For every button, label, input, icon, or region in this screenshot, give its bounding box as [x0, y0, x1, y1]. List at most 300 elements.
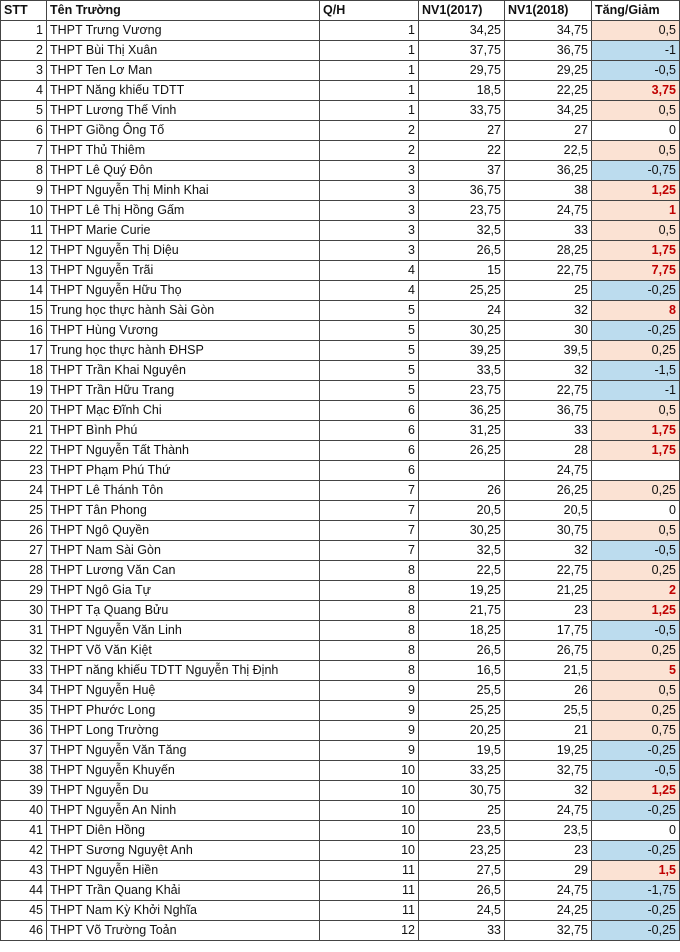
stt-cell: 12	[1, 241, 47, 261]
district-cell: 5	[320, 381, 419, 401]
district-cell: 9	[320, 721, 419, 741]
nv1-2017-cell: 31,25	[419, 421, 505, 441]
table-row	[1, 921, 680, 941]
district-cell: 8	[320, 581, 419, 601]
change-cell: -1,75	[592, 881, 680, 901]
stt-cell: 45	[1, 901, 47, 921]
stt-cell: 16	[1, 321, 47, 341]
school-name-cell: THPT Thủ Thiêm	[47, 141, 320, 161]
nv1-2018-cell: 39,5	[505, 341, 592, 361]
change-cell: 0	[592, 121, 680, 141]
district-cell: 5	[320, 341, 419, 361]
district-cell: 2	[320, 121, 419, 141]
table-row	[1, 301, 680, 321]
change-cell: -0,25	[592, 321, 680, 341]
district-cell: 10	[320, 841, 419, 861]
table-row	[1, 601, 680, 621]
stt-cell: 46	[1, 921, 47, 941]
table-row	[1, 101, 680, 121]
school-name-cell: THPT Tân Phong	[47, 501, 320, 521]
change-cell: -0,25	[592, 281, 680, 301]
nv1-2017-cell: 32,5	[419, 221, 505, 241]
nv1-2017-cell: 29,75	[419, 61, 505, 81]
table-row	[1, 141, 680, 161]
school-name-cell: THPT Trần Quang Khải	[47, 881, 320, 901]
stt-cell: 17	[1, 341, 47, 361]
change-cell: 2	[592, 581, 680, 601]
district-cell: 10	[320, 821, 419, 841]
change-cell: 0,5	[592, 221, 680, 241]
nv1-2018-cell: 22,5	[505, 141, 592, 161]
stt-cell: 4	[1, 81, 47, 101]
district-cell: 8	[320, 601, 419, 621]
district-cell: 1	[320, 61, 419, 81]
change-cell: -0,25	[592, 741, 680, 761]
district-cell: 3	[320, 241, 419, 261]
school-name-cell: THPT Ngô Quyền	[47, 521, 320, 541]
stt-cell: 33	[1, 661, 47, 681]
nv1-2017-cell: 15	[419, 261, 505, 281]
change-cell: 8	[592, 301, 680, 321]
table-row	[1, 341, 680, 361]
stt-cell: 7	[1, 141, 47, 161]
nv1-2018-cell: 32	[505, 781, 592, 801]
change-cell: -0,25	[592, 921, 680, 941]
district-cell: 10	[320, 801, 419, 821]
change-cell: 0,25	[592, 561, 680, 581]
school-name-cell: THPT Trần Hữu Trang	[47, 381, 320, 401]
school-name-cell: THPT Lê Quý Đôn	[47, 161, 320, 181]
nv1-2017-cell: 26,25	[419, 441, 505, 461]
nv1-2017-cell: 32,5	[419, 541, 505, 561]
district-cell: 2	[320, 141, 419, 161]
stt-cell: 18	[1, 361, 47, 381]
table-row	[1, 741, 680, 761]
stt-cell: 6	[1, 121, 47, 141]
stt-cell: 8	[1, 161, 47, 181]
nv1-2017-cell: 27,5	[419, 861, 505, 881]
district-cell: 11	[320, 901, 419, 921]
district-cell: 7	[320, 521, 419, 541]
nv1-2018-cell: 32	[505, 301, 592, 321]
nv1-2018-cell: 29,25	[505, 61, 592, 81]
nv1-2018-cell: 28	[505, 441, 592, 461]
nv1-2018-cell: 21	[505, 721, 592, 741]
nv1-2018-cell: 23,5	[505, 821, 592, 841]
district-cell: 3	[320, 201, 419, 221]
change-cell: 0,25	[592, 481, 680, 501]
district-cell: 8	[320, 661, 419, 681]
table-row	[1, 861, 680, 881]
stt-cell: 36	[1, 721, 47, 741]
nv1-2017-cell: 20,5	[419, 501, 505, 521]
nv1-2018-cell: 29	[505, 861, 592, 881]
district-cell: 9	[320, 681, 419, 701]
nv1-2018-cell: 36,25	[505, 161, 592, 181]
stt-cell: 37	[1, 741, 47, 761]
nv1-2018-cell: 36,75	[505, 401, 592, 421]
nv1-2017-cell	[419, 461, 505, 481]
stt-cell: 11	[1, 221, 47, 241]
change-cell: -0,25	[592, 801, 680, 821]
district-cell: 6	[320, 401, 419, 421]
school-name-cell: THPT Nguyễn Tất Thành	[47, 441, 320, 461]
school-name-cell: THPT Lê Thánh Tôn	[47, 481, 320, 501]
stt-cell: 24	[1, 481, 47, 501]
school-name-cell: THPT Năng khiếu TDTT	[47, 81, 320, 101]
school-name-cell: THPT Võ Trường Toản	[47, 921, 320, 941]
table-row	[1, 321, 680, 341]
stt-cell: 39	[1, 781, 47, 801]
district-cell: 9	[320, 701, 419, 721]
nv1-2018-cell: 25,5	[505, 701, 592, 721]
district-cell: 1	[320, 101, 419, 121]
nv1-2018-cell: 32	[505, 541, 592, 561]
nv1-2017-cell: 23,25	[419, 841, 505, 861]
school-name-cell: THPT Nguyễn Khuyến	[47, 761, 320, 781]
stt-cell: 27	[1, 541, 47, 561]
header-row	[1, 1, 680, 21]
stt-cell: 42	[1, 841, 47, 861]
change-cell: -0,5	[592, 61, 680, 81]
school-name-cell: THPT Nguyễn Hữu Thọ	[47, 281, 320, 301]
change-cell: 0	[592, 501, 680, 521]
school-name-cell: THPT Nguyễn Thị Minh Khai	[47, 181, 320, 201]
nv1-2017-cell: 34,25	[419, 21, 505, 41]
change-cell: -0,25	[592, 901, 680, 921]
table-row	[1, 641, 680, 661]
district-cell: 6	[320, 421, 419, 441]
school-name-cell: THPT Nguyễn Hiền	[47, 861, 320, 881]
district-cell: 11	[320, 861, 419, 881]
nv1-2018-cell: 24,75	[505, 801, 592, 821]
district-cell: 9	[320, 741, 419, 761]
nv1-2017-cell: 25	[419, 801, 505, 821]
district-cell: 8	[320, 561, 419, 581]
table-row	[1, 881, 680, 901]
table-row	[1, 401, 680, 421]
nv1-2017-cell: 22,5	[419, 561, 505, 581]
nv1-2018-cell: 22,75	[505, 561, 592, 581]
table-row	[1, 721, 680, 741]
table-row	[1, 441, 680, 461]
nv1-2018-cell: 21,25	[505, 581, 592, 601]
nv1-2017-cell: 33,75	[419, 101, 505, 121]
change-cell: 1,5	[592, 861, 680, 881]
school-name-cell: THPT Nam Sài Gòn	[47, 541, 320, 561]
table-row	[1, 361, 680, 381]
district-cell: 3	[320, 181, 419, 201]
stt-cell: 2	[1, 41, 47, 61]
nv1-2018-cell: 19,25	[505, 741, 592, 761]
nv1-2018-cell: 33	[505, 221, 592, 241]
nv1-2018-cell: 32,75	[505, 761, 592, 781]
nv1-2018-cell: 26	[505, 681, 592, 701]
district-cell: 8	[320, 641, 419, 661]
table-row	[1, 81, 680, 101]
table-row	[1, 901, 680, 921]
change-cell: 0,5	[592, 21, 680, 41]
table-row	[1, 581, 680, 601]
nv1-2018-cell: 34,75	[505, 21, 592, 41]
change-cell: 1,25	[592, 181, 680, 201]
stt-cell: 38	[1, 761, 47, 781]
table-row	[1, 161, 680, 181]
table-row	[1, 801, 680, 821]
nv1-2017-cell: 30,25	[419, 521, 505, 541]
stt-cell: 31	[1, 621, 47, 641]
table-row	[1, 201, 680, 221]
table-row	[1, 561, 680, 581]
school-name-cell: THPT Bình Phú	[47, 421, 320, 441]
stt-cell: 26	[1, 521, 47, 541]
school-name-cell: THPT Nam Kỳ Khởi Nghĩa	[47, 901, 320, 921]
district-cell: 4	[320, 261, 419, 281]
district-cell: 11	[320, 881, 419, 901]
stt-cell: 35	[1, 701, 47, 721]
change-cell: 3,75	[592, 81, 680, 101]
school-name-cell: Trung học thực hành Sài Gòn	[47, 301, 320, 321]
table-row	[1, 541, 680, 561]
table-row	[1, 261, 680, 281]
stt-cell: 1	[1, 21, 47, 41]
stt-cell: 9	[1, 181, 47, 201]
nv1-2018-cell: 23	[505, 841, 592, 861]
district-cell: 1	[320, 41, 419, 61]
nv1-2018-cell: 24,25	[505, 901, 592, 921]
nv1-2017-cell: 33,5	[419, 361, 505, 381]
header-nv1-2017: NV1(2017)	[419, 1, 505, 21]
nv1-2018-cell: 25	[505, 281, 592, 301]
change-cell: 5	[592, 661, 680, 681]
nv1-2018-cell: 24,75	[505, 201, 592, 221]
district-cell: 7	[320, 481, 419, 501]
nv1-2017-cell: 36,75	[419, 181, 505, 201]
school-name-cell: THPT Hùng Vương	[47, 321, 320, 341]
change-cell: -1,5	[592, 361, 680, 381]
stt-cell: 22	[1, 441, 47, 461]
change-cell	[592, 461, 680, 481]
district-cell: 4	[320, 281, 419, 301]
change-cell: 1,75	[592, 241, 680, 261]
nv1-2017-cell: 25,5	[419, 681, 505, 701]
school-name-cell: THPT Long Trường	[47, 721, 320, 741]
nv1-2018-cell: 26,75	[505, 641, 592, 661]
change-cell: 1	[592, 201, 680, 221]
district-cell: 5	[320, 361, 419, 381]
nv1-2018-cell: 21,5	[505, 661, 592, 681]
nv1-2018-cell: 22,75	[505, 381, 592, 401]
nv1-2018-cell: 32,75	[505, 921, 592, 941]
district-cell: 8	[320, 621, 419, 641]
stt-cell: 3	[1, 61, 47, 81]
school-name-cell: THPT Phạm Phú Thứ	[47, 461, 320, 481]
stt-cell: 20	[1, 401, 47, 421]
school-name-cell: THPT năng khiếu TDTT Nguyễn Thị Định	[47, 661, 320, 681]
nv1-2017-cell: 25,25	[419, 281, 505, 301]
nv1-2018-cell: 20,5	[505, 501, 592, 521]
school-name-cell: THPT Tạ Quang Bửu	[47, 601, 320, 621]
nv1-2017-cell: 39,25	[419, 341, 505, 361]
district-cell: 1	[320, 81, 419, 101]
stt-cell: 25	[1, 501, 47, 521]
nv1-2017-cell: 26,5	[419, 641, 505, 661]
nv1-2018-cell: 27	[505, 121, 592, 141]
school-name-cell: THPT Nguyễn Văn Tăng	[47, 741, 320, 761]
nv1-2017-cell: 26,5	[419, 241, 505, 261]
nv1-2017-cell: 23,5	[419, 821, 505, 841]
school-name-cell: THPT Mạc Đĩnh Chi	[47, 401, 320, 421]
header-stt: STT	[1, 1, 47, 21]
table-row	[1, 701, 680, 721]
school-name-cell: THPT Nguyễn Huệ	[47, 681, 320, 701]
table-row	[1, 661, 680, 681]
school-name-cell: THPT Lương Văn Can	[47, 561, 320, 581]
stt-cell: 14	[1, 281, 47, 301]
school-name-cell: THPT Giồng Ông Tố	[47, 121, 320, 141]
stt-cell: 28	[1, 561, 47, 581]
nv1-2018-cell: 30	[505, 321, 592, 341]
nv1-2018-cell: 38	[505, 181, 592, 201]
nv1-2017-cell: 25,25	[419, 701, 505, 721]
stt-cell: 21	[1, 421, 47, 441]
nv1-2017-cell: 22	[419, 141, 505, 161]
table-row	[1, 221, 680, 241]
change-cell: -0,5	[592, 541, 680, 561]
table-row	[1, 761, 680, 781]
change-cell: 0,25	[592, 701, 680, 721]
nv1-2017-cell: 33	[419, 921, 505, 941]
header-school-name: Tên Trường	[47, 1, 320, 21]
school-name-cell: THPT Nguyễn Văn Linh	[47, 621, 320, 641]
stt-cell: 30	[1, 601, 47, 621]
nv1-2018-cell: 30,75	[505, 521, 592, 541]
stt-cell: 34	[1, 681, 47, 701]
change-cell: 0,5	[592, 141, 680, 161]
table-row	[1, 381, 680, 401]
school-name-cell: THPT Nguyễn Du	[47, 781, 320, 801]
school-name-cell: Trung học thực hành ĐHSP	[47, 341, 320, 361]
school-name-cell: THPT Ten Lơ Man	[47, 61, 320, 81]
school-name-cell: THPT Nguyễn Trãi	[47, 261, 320, 281]
school-name-cell: THPT Lương Thế Vinh	[47, 101, 320, 121]
nv1-2017-cell: 33,25	[419, 761, 505, 781]
change-cell: 1,25	[592, 781, 680, 801]
nv1-2017-cell: 37	[419, 161, 505, 181]
district-cell: 3	[320, 221, 419, 241]
district-cell: 1	[320, 21, 419, 41]
table-row	[1, 421, 680, 441]
nv1-2017-cell: 24,5	[419, 901, 505, 921]
stt-cell: 29	[1, 581, 47, 601]
stt-cell: 19	[1, 381, 47, 401]
change-cell: -1	[592, 381, 680, 401]
school-name-cell: THPT Trưng Vương	[47, 21, 320, 41]
nv1-2018-cell: 34,25	[505, 101, 592, 121]
nv1-2018-cell: 24,75	[505, 881, 592, 901]
nv1-2017-cell: 18,5	[419, 81, 505, 101]
nv1-2017-cell: 21,75	[419, 601, 505, 621]
header-change: Tăng/Giảm	[592, 1, 680, 21]
stt-cell: 10	[1, 201, 47, 221]
school-name-cell: THPT Nguyễn Thị Diệu	[47, 241, 320, 261]
nv1-2017-cell: 19,25	[419, 581, 505, 601]
table-row	[1, 841, 680, 861]
stt-cell: 32	[1, 641, 47, 661]
nv1-2017-cell: 30,25	[419, 321, 505, 341]
district-cell: 5	[320, 321, 419, 341]
school-name-cell: THPT Lê Thị Hồng Gấm	[47, 201, 320, 221]
school-name-cell: THPT Sương Nguyệt Anh	[47, 841, 320, 861]
stt-cell: 40	[1, 801, 47, 821]
district-cell: 5	[320, 301, 419, 321]
nv1-2017-cell: 19,5	[419, 741, 505, 761]
nv1-2018-cell: 22,75	[505, 261, 592, 281]
table-body	[1, 21, 680, 941]
table-row	[1, 621, 680, 641]
table-row	[1, 681, 680, 701]
change-cell: 0,25	[592, 641, 680, 661]
nv1-2017-cell: 20,25	[419, 721, 505, 741]
school-name-cell: THPT Marie Curie	[47, 221, 320, 241]
nv1-2017-cell: 24	[419, 301, 505, 321]
stt-cell: 15	[1, 301, 47, 321]
table-row	[1, 281, 680, 301]
district-cell: 7	[320, 541, 419, 561]
nv1-2018-cell: 36,75	[505, 41, 592, 61]
stt-cell: 23	[1, 461, 47, 481]
table-row	[1, 21, 680, 41]
table-row	[1, 61, 680, 81]
nv1-2017-cell: 27	[419, 121, 505, 141]
school-name-cell: THPT Võ Văn Kiệt	[47, 641, 320, 661]
change-cell: 0,5	[592, 401, 680, 421]
school-name-cell: THPT Trần Khai Nguyên	[47, 361, 320, 381]
change-cell: 0,5	[592, 521, 680, 541]
change-cell: -0,25	[592, 841, 680, 861]
table-row	[1, 821, 680, 841]
table-row	[1, 181, 680, 201]
school-name-cell: THPT Nguyễn An Ninh	[47, 801, 320, 821]
change-cell: 0	[592, 821, 680, 841]
district-cell: 6	[320, 461, 419, 481]
district-cell: 10	[320, 761, 419, 781]
change-cell: -0,5	[592, 621, 680, 641]
nv1-2018-cell: 26,25	[505, 481, 592, 501]
change-cell: 0,5	[592, 101, 680, 121]
district-cell: 12	[320, 921, 419, 941]
change-cell: 0,75	[592, 721, 680, 741]
school-name-cell: THPT Diên Hồng	[47, 821, 320, 841]
header-district: Q/H	[320, 1, 419, 21]
table-row	[1, 41, 680, 61]
school-name-cell: THPT Ngô Gia Tự	[47, 581, 320, 601]
table-row	[1, 461, 680, 481]
stt-cell: 5	[1, 101, 47, 121]
table-row	[1, 521, 680, 541]
district-cell: 7	[320, 501, 419, 521]
change-cell: 7,75	[592, 261, 680, 281]
change-cell: 1,25	[592, 601, 680, 621]
table-row	[1, 781, 680, 801]
district-cell: 6	[320, 441, 419, 461]
nv1-2017-cell: 18,25	[419, 621, 505, 641]
table-row	[1, 121, 680, 141]
change-cell: 0,5	[592, 681, 680, 701]
change-cell: -1	[592, 41, 680, 61]
nv1-2017-cell: 37,75	[419, 41, 505, 61]
nv1-2018-cell: 28,25	[505, 241, 592, 261]
